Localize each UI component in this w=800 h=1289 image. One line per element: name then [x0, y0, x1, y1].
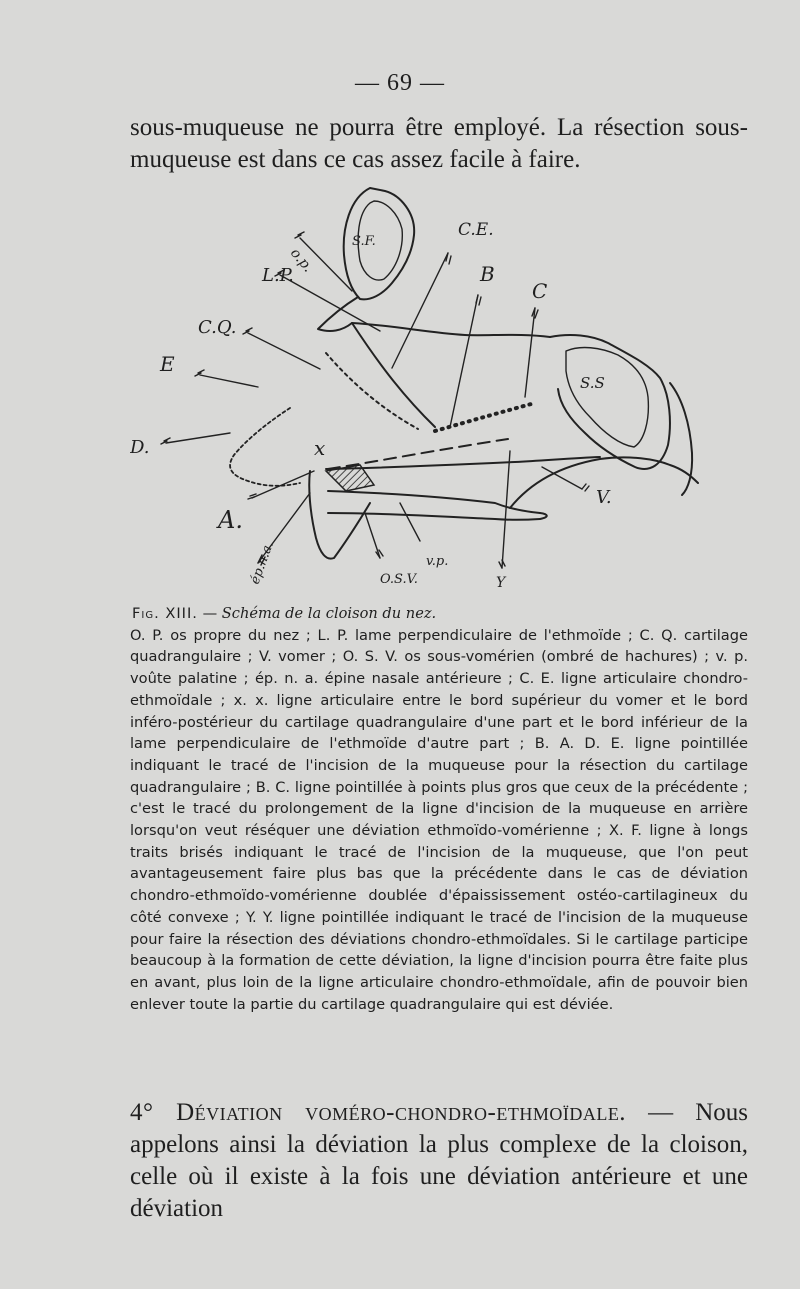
label-y: Y — [496, 575, 506, 591]
section-dash: — — [648, 1099, 674, 1126]
label-epna: ép.n.a. — [247, 539, 277, 587]
sphenoid-sinus-outline — [550, 335, 670, 469]
label-v: V. — [596, 487, 612, 508]
figure-caption — [130, 603, 748, 1015]
caption-body: O. P. os propre du nez ; L. P. lame perpendiculaire de l'ethmoïde ; C. Q. cartilage quadrangulaire ; V. vomer ; O. S. V. os sous-vomérien (ombré de hachures) ; v. p. voûte palatine ; ép. n. a. épine nasale antérieure ; C. E. ligne articulaire chondro-ethmoïdale ; x. x. ligne articulaire entre le bord supérieur du vomer et le bord inféro-postérieur du cartilage quadrangulaire d'une part et le bord inférieur de la lame perpendiculaire de l'ethmoïde d'autre part ; B. A. D. E. ligne pointillée indiquant le tracé de l'incision de la muqueuse pour la résection du cartilage quadrangulaire ; B. C. ligne pointillée à points plus gros que ceux de la précédente ; c'est le tracé du prolongement de la ligne d'incision de la muqueuse en arrière lorsqu'on veut réséquer une déviation ethmoïdo-vomérienne ; X. F. ligne à longs traits brisés indiquant le tracé de l'incision de la muqueuse, que l'on peut avantageusement faire plus bas que la précédente dans le cas de déviation chondro-ethmoïdo-vomérienne doublée d'épaississement ostéo-cartilagineux du côté convexe ; Y. Y. ligne pointillée indiquant le tracé de l'incision de la muqueuse pour faire la résection des déviations chondro-ethmoïdales. Si le cartilage participe beaucoup à la formation de cette déviation, la ligne d'incision pourra être faite plus en avant, plus loin de la ligne articulaire chondro-ethmoïdale, afin de pouvoir bien enlever toute la partie du cartilage quadrangulaire qui est déviée. — [130, 626, 748, 1013]
palate-tip — [540, 513, 547, 519]
section-paragraph — [130, 1097, 748, 1225]
section-text: Nous appelons ainsi la déviation la plus complexe de la cloison, celle où il existe à la fois une déviation antérieure et une déviation — [130, 1099, 749, 1222]
label-x: x — [314, 436, 326, 460]
label-op: o.p. — [286, 245, 316, 276]
arrow-y — [502, 451, 510, 568]
arrow-vp — [400, 503, 420, 541]
sphenoid-posterior-wall — [670, 383, 692, 495]
septum-upper-contour — [352, 323, 550, 337]
sphenoid-sinus-inner — [566, 348, 648, 447]
figure-label: Fig. XIII. — [132, 605, 198, 622]
caption-title-line — [130, 603, 748, 625]
label-lp: L.P. — [262, 265, 294, 286]
label-cq: C.Q. — [198, 317, 237, 338]
arrow-lp — [280, 275, 380, 331]
label-ce: C.E. — [458, 220, 494, 240]
label-b: B — [480, 262, 495, 286]
label-e: E — [160, 352, 175, 376]
figure-title: Schéma de la cloison du nez. — [221, 605, 437, 622]
label-c: C — [532, 279, 548, 303]
label-sf: S.F. — [352, 234, 376, 249]
arrow-c — [525, 308, 535, 397]
incision-line-bade — [230, 408, 300, 486]
arrow-e — [200, 375, 258, 387]
label-osv: O.S.V. — [380, 572, 418, 587]
label-d: D. — [130, 437, 150, 458]
section-title: 4° Déviation voméro-chondro-ethmoïdale. — [130, 1099, 627, 1126]
perpendicular-plate-line — [326, 353, 418, 429]
page-number: — 69 — — [355, 70, 445, 96]
septum-diagram — [130, 183, 710, 603]
palate-upper-edge — [328, 491, 540, 513]
arrow-d — [166, 433, 230, 443]
label-ss: S.S — [580, 374, 605, 392]
arrow-b — [450, 295, 478, 427]
ethmoid-plate-outline — [352, 323, 435, 427]
caption-dash: — — [202, 605, 218, 622]
nasal-septum-figure — [130, 183, 710, 603]
arrow-osv — [365, 513, 380, 558]
nasal-bone-outline — [318, 297, 358, 331]
label-vp: v.p. — [426, 554, 449, 569]
arrow-cq — [248, 333, 320, 369]
intro-paragraph: sous-muqueuse ne pourra être employé. La résection sous-muqueuse est dans ce cas assez facile à faire. — [130, 114, 748, 173]
label-a: A. — [218, 506, 243, 534]
